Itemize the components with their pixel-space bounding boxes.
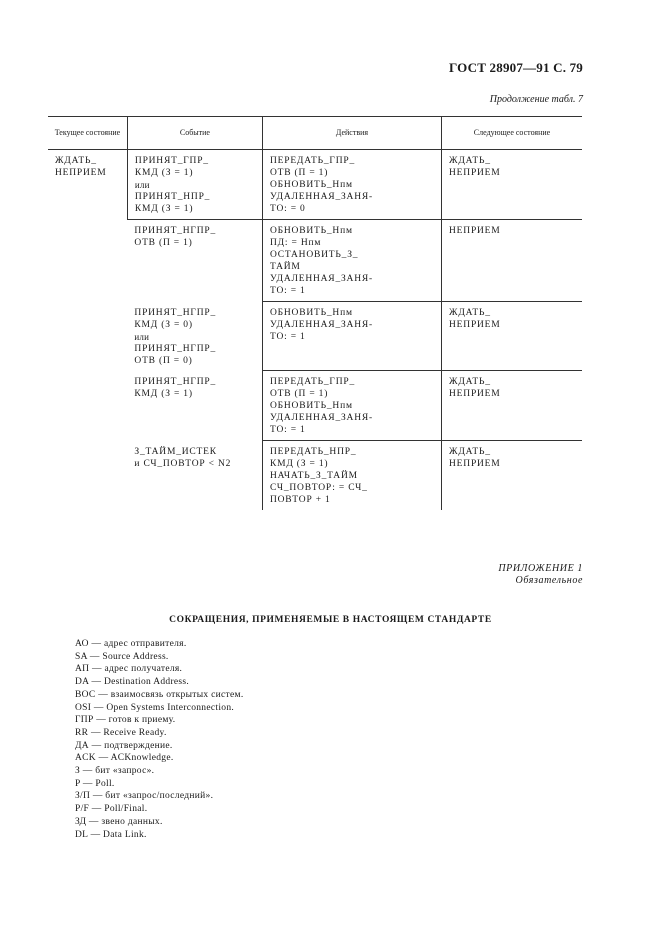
cell-line: НАЧАТЬ_З_ТАЙМ <box>269 471 358 481</box>
abbreviation-item: OSI — Open Systems Interconnection. <box>75 702 235 713</box>
cell-line: КМД (З = 1) <box>134 168 194 178</box>
abbreviation-item: DL — Data Link. <box>75 829 147 840</box>
cell-line: ОТВ (П = 1) <box>269 389 329 399</box>
abbreviation-list <box>75 638 244 841</box>
next-state-cell <box>442 220 582 302</box>
appendix-title: СОКРАЩЕНИЯ, ПРИМЕНЯЕМЫЕ В НАСТОЯЩЕМ СТАНДАРТЕ <box>169 615 492 625</box>
abbreviation-item: SA — Source Address. <box>75 651 169 662</box>
cell-line: или <box>134 331 150 342</box>
event-cell <box>127 371 262 441</box>
abbreviation-item: P — Poll. <box>75 778 115 789</box>
cell-line: ПРИНЯТ_НГПР_ <box>134 376 217 387</box>
cell-line: или <box>134 180 150 190</box>
actions-cell <box>262 371 441 441</box>
cell-line: ПРИНЯТ_НПР_ <box>134 192 211 202</box>
cell-line: НЕПРИЕМ <box>55 168 107 178</box>
abbreviation-item: DA — Destination Address. <box>75 677 190 688</box>
next-state-cell <box>442 302 582 371</box>
cell-line: НЕПРИЕМ <box>449 320 501 330</box>
appendix-heading <box>498 563 583 587</box>
table-header-row <box>48 117 582 150</box>
cell-line: ТАЙМ <box>269 262 301 272</box>
cell-line: УДАЛЕННАЯ_ЗАНЯ- <box>269 274 373 284</box>
actions-cell <box>262 220 441 302</box>
cell-line: НЕПРИЕМ <box>449 389 501 399</box>
cell-line: ОБНОВИТЬ_Нпм <box>269 180 353 190</box>
actions-cell <box>262 302 441 371</box>
abbreviation-item: RR — Receive Ready. <box>75 727 167 738</box>
abbreviation-item: ДА — подтверждение. <box>75 740 173 751</box>
cell-line: ПД: = Нпм <box>269 238 322 248</box>
event-cell <box>127 302 262 371</box>
cell-line: ЖДАТЬ_ <box>449 447 491 457</box>
cell-line: ПРИНЯТ_НГПР_ <box>134 307 217 318</box>
cell-line: КМД (З = 1) <box>134 204 194 214</box>
abbreviation-item: З — бит «запрос». <box>75 766 155 777</box>
cell-line: ОБНОВИТЬ_Нпм <box>269 308 353 318</box>
table-row <box>48 441 582 511</box>
current-state-cell <box>48 150 127 511</box>
next-state-cell <box>442 150 582 220</box>
cell-line: ТО: = 0 <box>269 204 306 214</box>
column-header-next-state: Следующее состояние <box>442 117 582 150</box>
cell-line: ТО: = 1 <box>269 425 306 435</box>
appendix-label: ПРИЛОЖЕНИЕ 1 <box>498 563 583 574</box>
cell-line: ОСТАНОВИТЬ_З_ <box>269 250 359 260</box>
appendix-status: Обязательное <box>515 575 583 586</box>
cell-line: ОБНОВИТЬ_Нпм <box>269 401 353 411</box>
cell-line: КМД (З = 0) <box>134 319 193 330</box>
cell-line: ПЕРЕДАТЬ_ГПР_ <box>269 156 356 166</box>
abbreviation-item: АП — адрес получателя. <box>75 664 183 675</box>
abbreviation-item: ВОС — взаимосвязь открытых систем. <box>75 689 244 700</box>
column-header-label: Текущее состояние <box>54 128 121 137</box>
page-header: ГОСТ 28907—91 С. 79 <box>449 60 583 75</box>
next-state-cell <box>442 441 582 511</box>
cell-line: ЖДАТЬ_ <box>55 156 97 166</box>
cell-line: СЧ_ПОВТОР: = СЧ_ <box>269 483 368 493</box>
cell-line: НЕПРИЕМ <box>449 226 501 236</box>
state-transition-table <box>48 116 582 510</box>
cell-line: УДАЛЕННАЯ_ЗАНЯ- <box>269 413 373 423</box>
next-state-cell <box>442 371 582 441</box>
cell-line: КМД (З = 1) <box>269 459 329 469</box>
cell-line: ОТВ (П = 1) <box>269 168 329 178</box>
abbreviation-item: P/F — Poll/Final. <box>75 804 148 815</box>
cell-line: ПРИНЯТ_ГПР_ <box>134 156 209 166</box>
cell-line: ПЕРЕДАТЬ_НПР_ <box>269 447 357 457</box>
cell-line: НЕПРИЕМ <box>449 168 501 178</box>
column-header-current-state <box>48 117 127 150</box>
cell-line: ТО: = 1 <box>269 332 306 342</box>
cell-line: ЖДАТЬ_ <box>449 308 491 318</box>
cell-line: ЖДАТЬ_ <box>449 377 491 387</box>
table-row <box>48 150 582 220</box>
event-cell <box>127 220 262 302</box>
table-row <box>48 371 582 441</box>
abbreviation-item: ЗД — звено данных. <box>75 816 163 827</box>
cell-line: ОТВ (П = 1) <box>134 238 193 248</box>
cell-line: и СЧ_ПОВТОР < N2 <box>134 458 232 469</box>
table-row <box>48 302 582 371</box>
column-header-actions: Действия <box>262 117 441 150</box>
abbreviation-item: З/П — бит «запрос/последний». <box>75 791 214 802</box>
abbreviation-item: АО — адрес отправителя. <box>75 639 187 649</box>
abbreviation-item: ГПР — готов к приему. <box>75 715 176 726</box>
cell-line: ОБНОВИТЬ_Нпм <box>269 226 353 236</box>
event-cell <box>127 441 262 511</box>
cell-line: ЖДАТЬ_ <box>449 156 491 166</box>
actions-cell <box>262 150 441 220</box>
table-row <box>48 220 582 302</box>
cell-line: ПОВТОР + 1 <box>269 495 331 505</box>
cell-line: ПРИНЯТ_НГПР_ <box>134 343 217 354</box>
cell-line: НЕПРИЕМ <box>449 459 501 469</box>
cell-line: УДАЛЕННАЯ_ЗАНЯ- <box>269 320 373 330</box>
event-cell <box>127 150 262 220</box>
cell-line: ОТВ (П = 0) <box>134 355 193 366</box>
actions-cell <box>262 441 441 511</box>
cell-line: ТО: = 1 <box>269 286 306 296</box>
cell-line: УДАЛЕННАЯ_ЗАНЯ- <box>269 192 373 202</box>
cell-line: ПЕРЕДАТЬ_ГПР_ <box>269 377 356 387</box>
column-header-event: Событие <box>127 117 262 150</box>
cell-line: КМД (З = 1) <box>134 388 193 399</box>
cell-line: З_ТАЙМ_ИСТЕК <box>134 446 217 457</box>
table-continuation-label: Продолжение табл. 7 <box>489 94 583 105</box>
abbreviation-item: ACK — ACKnowledge. <box>75 753 174 764</box>
cell-line: ПРИНЯТ_НГПР_ <box>134 226 217 236</box>
